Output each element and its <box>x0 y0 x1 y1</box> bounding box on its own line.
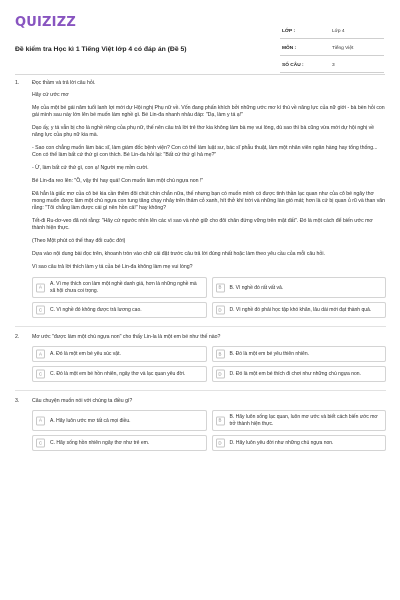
meta-row-question-count <box>280 60 384 73</box>
quizizz-logo: QUIZIZZ <box>15 15 76 30</box>
option-d[interactable] <box>212 302 387 318</box>
option-letter: B <box>216 283 225 292</box>
option-c[interactable] <box>32 435 207 451</box>
option-a[interactable] <box>32 346 207 362</box>
option-text: C. Đó là một em bé hồn nhiên, ngây thơ và lạc quan yêu đời. <box>50 371 186 378</box>
question-prompt: Câu chuyện muốn nói với chúng ta điều gì? <box>32 398 133 405</box>
passage-paragraph: Mẹ của một bé gái năm tuổi lanh lợi mới dự Hội nghị Phụ nữ về. Vốn đang phấn khích bởi những ước mơ kì thú về năng lực của nữ giới - bà bèn hỏi con gái mình sau này lớn lên bé muốn làm nghề gì. Bé Lin-đa nhanh nhảu đáp: "Dạ, làm y tá ạ!" <box>32 105 385 119</box>
meta-label: LỚP : <box>282 29 296 34</box>
meta-value: 3 <box>332 63 335 68</box>
answer-options <box>32 346 386 382</box>
option-d[interactable] <box>212 366 387 382</box>
passage-paragraph: Đã hẳn là giấc mơ của cô bé kia cần thêm đôi chút chín chắn nữa, thế nhưng bạn có muốn mình có được tinh thần lạc quan như của cô bé ngây thơ mong muốn được làm một chú ngựa con tung tăng chạy nhảy trên thảm cỏ xanh, hít thở khí trời và những làn gió mát; hơn là cứ bị quan ủ rũ và than vãn rằng: "Tôi chẳng làm được cái gì nên hồn cả!" hay không? <box>32 191 386 212</box>
header-divider <box>15 74 385 75</box>
passage-paragraph: Tết-đi Ru-dơ-veo đã nói rằng: "Hãy cứ ngước nhìn lên các vì sao và nhớ giữ cho đôi chân đứng vững trên mặt đất". Đó là một cách để biến ước mơ thành hiện thực. <box>32 218 373 232</box>
reading-passage <box>32 92 386 271</box>
option-c[interactable] <box>32 302 207 318</box>
option-text: C. Hãy sống hồn nhiên ngây thơ như trẻ em. <box>50 440 150 447</box>
answer-options <box>32 410 386 451</box>
question-1 <box>15 80 386 318</box>
passage-title: Hãy cứ ước mơ <box>32 92 69 99</box>
option-letter: C <box>36 370 45 379</box>
option-d[interactable] <box>212 435 387 451</box>
option-text: A. Vì mẹ thích con làm một nghề danh giá, hơn là những nghề mà xã hội chưa coi trọng. <box>50 281 197 294</box>
question-number: 2. <box>15 334 20 341</box>
document-title: Đề kiểm tra Học kì 1 Tiếng Việt lớp 4 có đáp án (Đề 5) <box>15 46 187 53</box>
sub-question: Vì sao câu trả lời thích làm y tá của bé Lin-đa không làm mẹ vui lòng? <box>32 264 193 271</box>
option-text: C. Vì nghề đó không được trả lương cao. <box>50 307 142 314</box>
question-divider <box>15 326 386 327</box>
option-letter: A <box>36 416 45 425</box>
meta-label: MÔN : <box>282 46 297 51</box>
option-text: B. Hãy luôn sống lạc quan, luôn mơ ước và biết cách biến ước mơ trở thành hiện thực. <box>229 414 378 427</box>
question-divider <box>15 390 386 391</box>
option-text: D. Đó là một em bé thích đi chơi như những chú ngựa non. <box>229 371 361 378</box>
question-2 <box>15 334 386 382</box>
meta-box <box>280 26 384 77</box>
passage-instruction: Dựa vào nội dung bài đọc trên, khoanh tròn vào chữ cái đặt trước câu trả lời đúng nhất hoặc làm theo yêu cầu của mỗi câu hỏi. <box>32 251 325 258</box>
option-letter: C <box>36 439 45 448</box>
option-c[interactable] <box>32 366 207 382</box>
meta-row-class <box>280 26 384 39</box>
passage-paragraph: - Sao con chẳng muốn làm bác sĩ, làm giám đốc bệnh viện? Con có thể làm luật sư, bác sĩ phẫu thuật, làm một nhân viên ngân hàng hay tổng thống... Con có thể làm bất cứ thứ gì con thích. Bé Lin-đa hỏi lại: "Bất cứ thứ gì hả mẹ?" <box>32 145 378 159</box>
option-letter: D <box>216 439 225 448</box>
passage-source: (Theo Một phút có thể thay đổi cuộc đời) <box>32 238 126 245</box>
question-3 <box>15 398 386 451</box>
option-text: D. Hãy luôn yêu đời như những chú ngựa non. <box>229 440 334 447</box>
option-letter: D <box>216 306 225 315</box>
option-b[interactable] <box>212 346 387 362</box>
passage-paragraph: Dạo ấy, y tá vẫn bị cho là nghề riêng của phụ nữ, thế nên câu trả lời trẻ thơ kia không làm bà mẹ vui lòng, dù sao thì bà cũng vừa mới dự hội nghị về năng lực của phụ nữ kia mà. <box>32 125 375 139</box>
passage-paragraph: Bé Lin-đa reo lên: "Ồ, vậy thì hay quá! Con muốn làm một chú ngựa non !" <box>32 178 204 185</box>
question-prompt: Đọc thầm và trả lời câu hỏi. <box>32 80 96 86</box>
option-text: A. Hãy luôn ước mơ tất cả mọi điều. <box>50 417 131 424</box>
option-text: A. Đó là một em bé yêu súc vật. <box>50 351 121 358</box>
answer-options <box>32 277 386 318</box>
question-number: 3. <box>15 398 20 405</box>
meta-value: Lớp 4 <box>332 29 345 34</box>
option-letter: A <box>36 283 45 292</box>
option-letter: A <box>36 350 45 359</box>
option-b[interactable] <box>212 410 387 431</box>
question-prompt: Mơ ước "được làm một chú ngựa non" cho thấy Lin-la là một em bé như thế nào? <box>32 334 221 341</box>
option-b[interactable] <box>212 277 387 298</box>
option-letter: B <box>216 350 225 359</box>
meta-row-subject <box>280 43 384 56</box>
option-text: B. Vì nghề đó rất vất vả. <box>229 284 284 291</box>
meta-value: Tiếng Việt <box>332 46 354 51</box>
option-text: B. Đó là một em bé yêu thiên nhiên. <box>229 351 309 358</box>
option-letter: B <box>216 416 225 425</box>
option-a[interactable] <box>32 277 207 298</box>
passage-paragraph: - Ừ, làm bất cứ thứ gì, con ạ! Người mẹ mỉm cười. <box>32 165 149 172</box>
option-a[interactable] <box>32 410 207 431</box>
option-letter: C <box>36 306 45 315</box>
questions-area <box>15 80 386 451</box>
header <box>15 14 385 76</box>
option-letter: D <box>216 370 225 379</box>
meta-label: SỐ CÂU : <box>282 63 304 68</box>
question-number: 1. <box>15 80 20 86</box>
option-text: D. Vì nghề đó phải học tập khó khăn, lâu dài mới đạt thành quả. <box>229 307 372 314</box>
